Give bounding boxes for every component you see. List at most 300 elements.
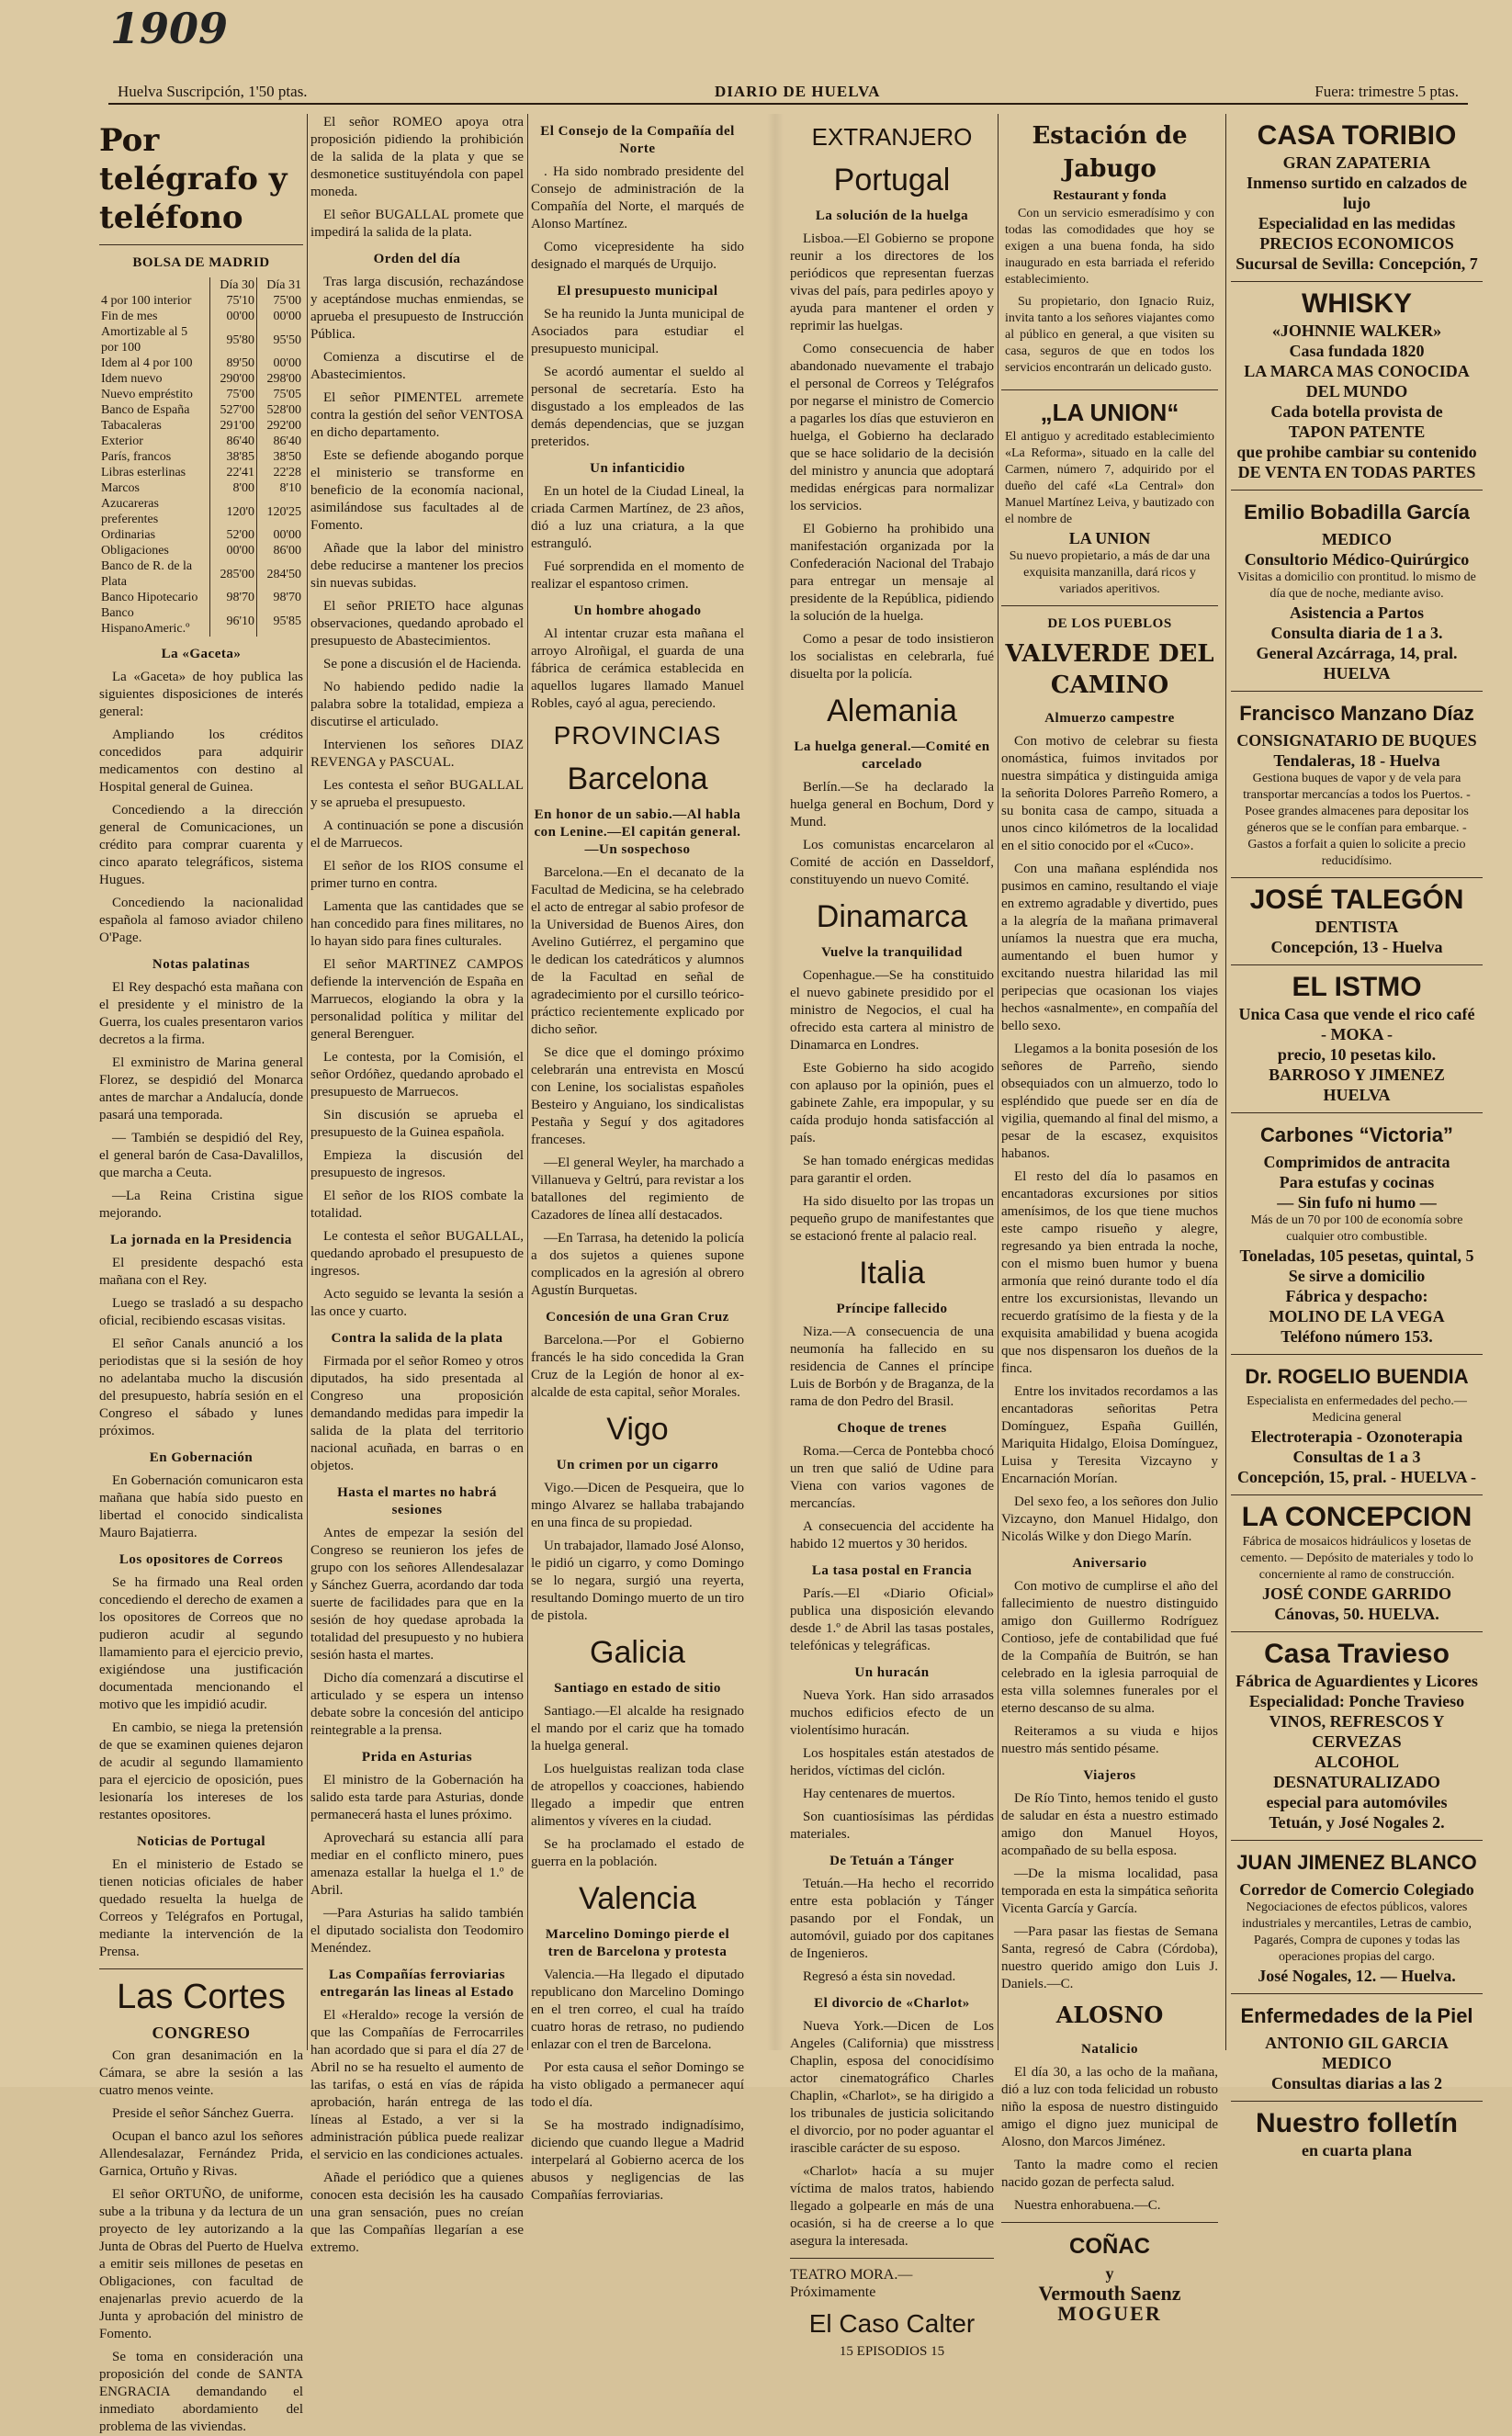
table-cell: 120'0: [210, 496, 257, 527]
article-body: [531, 164, 744, 274]
table-cell: 528'00: [257, 402, 304, 418]
paragraph: Luego se trasladó a su despacho oficial, recibiendo escasas visitas.: [99, 1296, 303, 1328]
table-cell: Idem al 4 por 100: [101, 356, 193, 370]
paragraph: —La Reina Cristina sigue mejorando.: [99, 1189, 303, 1221]
paragraph: Comienza a discutirse el de Abastecimientos.: [310, 350, 524, 382]
headline: La solución de la huelga: [815, 209, 969, 223]
headline: Los opositores de Correos: [118, 1552, 284, 1567]
headline: Santiago en estado de sitio: [554, 1681, 721, 1696]
headline: Aniversario: [1072, 1556, 1147, 1571]
table-row: [99, 418, 303, 434]
ad-body: Su nuevo propietario, a más de dar una exquisita manzanilla, dará ricos y variados aperitivos.: [1009, 549, 1211, 596]
table-row: [99, 496, 303, 527]
paragraph: Los comunistas encarcelaron al Comité de acción en Dasseldorf, constituyendo un nuevo Comité.: [790, 838, 994, 887]
ad-talegon: [1231, 878, 1483, 965]
article-body: [99, 979, 303, 1223]
paragraph: Barcelona.—Por el Gobierno francés le ha sido concedida la Gran Cruz de la Legión de honor al ex-alcalde de esta capital, señor Morales.: [531, 1333, 744, 1400]
paragraph: Concediendo la nacionalidad española al famoso aviador chileno O'Page.: [99, 896, 303, 945]
table-cell: 8'00: [210, 480, 257, 496]
ad-title: LA CONCEPCION: [1241, 1502, 1473, 1532]
ad-line: HUELVA: [1323, 1086, 1391, 1104]
country-title: Dinamarca: [816, 899, 968, 934]
table-cell: Banco Hipotecario: [101, 591, 198, 604]
paragraph: Como consecuencia de haber abandonado nuevamente el trabajo el personal de Correos y Telégrafos por negarse el ministro de Comercio a pagarles los días que estuvieron en huelga, el Gobierno ha declarado que se hace solidario de la decisión del ministro y anuncia que adoptará medidas enérgicas para normalizar los servicios.: [790, 342, 994, 513]
headline: Prida en Asturias: [361, 1750, 473, 1765]
ad-folletin: [1231, 2102, 1483, 2168]
headline: Noticias de Portugal: [137, 1834, 265, 1849]
paragraph: Nuestra enhorabuena.—C.: [1014, 2198, 1161, 2213]
film-title: El Caso Calter: [808, 2309, 976, 2338]
ad-line: Fábrica de mosaicos hidráulicos y losetas de cemento. — Depósito de materiales y todo lo concerniente al ramo de construcción.: [1240, 1535, 1473, 1582]
table-row: [99, 402, 303, 418]
table-cell: 22'28: [257, 465, 304, 480]
headline: Un crimen por un cigarro: [556, 1458, 719, 1472]
ad-title: Francisco Manzano Díaz: [1239, 702, 1474, 725]
table-cell: 291'00: [210, 418, 257, 434]
headline: Vuelve la tranquilidad: [821, 945, 963, 960]
ad-line: Consultas de 1 a 3: [1292, 1448, 1421, 1466]
article-body: [790, 231, 994, 683]
table-row: [99, 434, 303, 449]
article-body: [99, 1255, 303, 1440]
paragraph: En el ministerio de Estado se tienen noticias oficiales de haber quedado resuelta la huelga de Correos y Telégrafos en Portugal, mediante la intervención de la Prensa.: [99, 1857, 303, 1959]
paragraph: El día 30, a las ocho de la mañana, dió a luz con toda felicidad un robusto niño la esposa de nuestro distinguido amigo el digno juez municipal de Alosno, don Marcos Jiménez.: [1001, 2065, 1218, 2149]
article-body: [531, 1332, 744, 1402]
ad-line: Toneladas, 105 pesetas, quintal, 5: [1239, 1246, 1474, 1265]
ad-title: COÑAC: [1069, 2234, 1150, 2259]
table-cell: Amortizable al 5 por 100: [101, 325, 188, 355]
ad-line: que prohibe cambiar su contenido: [1236, 443, 1477, 461]
paragraph: En cambio, se niega la pretensión de que se examinen quienes dejaron de acudir al segundo llamamiento para el ejercicio de oposición, pues lesionaría los intereses de los restantes opositores.: [99, 1720, 303, 1822]
table-cell: 120'25: [257, 496, 304, 527]
table-cell: 75'10: [210, 293, 257, 309]
ad-line: Tetuán, y José Nogales 2.: [1269, 1813, 1445, 1832]
column-rule: [998, 114, 999, 2050]
ad-title: Dr. ROGELIO BUENDIA: [1245, 1365, 1469, 1388]
paragraph: Se han tomado enérgicas medidas para garantir el orden.: [790, 1154, 994, 1186]
ad-jimenez-blanco: [1231, 1841, 1483, 1994]
table-row: [99, 590, 303, 605]
town-title: VALVERDE DEL CAMINO: [1005, 640, 1214, 699]
paragraph: Roma.—Cerca de Pontebba chocó un tren que salió de Udine para Viena con varios vagones de mercancías.: [790, 1444, 994, 1511]
table-cell: 8'10: [257, 480, 304, 496]
subscription-local: Huelva Suscripción, 1'50 ptas.: [118, 83, 308, 100]
ad-line: «JOHNNIE WALKER»: [1271, 321, 1442, 340]
table-cell: 95'50: [257, 324, 304, 355]
ad-line: Inmenso surtido en calzados de lujo: [1246, 174, 1468, 212]
table-row: [99, 324, 303, 355]
country-title: Portugal: [833, 163, 951, 197]
ad-line: TAPON PATENTE: [1288, 423, 1426, 441]
cortes-title: Las Cortes: [117, 1978, 286, 2016]
headline: Choque de trenes: [837, 1421, 947, 1436]
paragraph: — También se despidió del Rey, el general barón de Casa-Davalillos, que marcha a Ceuta.: [99, 1131, 303, 1180]
table-cell: 290'00: [210, 371, 257, 387]
paragraph: Acto seguido se levanta la sesión a las once y cuarto.: [310, 1287, 524, 1319]
article-body: [531, 626, 744, 713]
article-body: [790, 1324, 994, 1411]
table-cell: 86'40: [210, 434, 257, 449]
ad-line: DENTISTA: [1315, 918, 1399, 936]
ad-line: ALCOHOL DESNATURALIZADO: [1273, 1753, 1440, 1791]
paragraph: Tras larga discusión, rechazándose y aceptándose muchas enmiendas, se aprueba el presupuesto de Instrucción Pública.: [310, 275, 524, 342]
article-body: [790, 1876, 994, 1986]
ad-manzano: [1231, 692, 1483, 878]
congreso-title: CONGRESO: [152, 2024, 251, 2042]
table-row: [99, 293, 303, 309]
table-row: [99, 309, 303, 324]
table-row: [99, 387, 303, 402]
table-cell: Banco HispanoAmeric.º: [101, 606, 190, 636]
ad-line: Negociaciones de efectos públicos, valores industriales y mercantiles, Letras de cambio, Pagarés, Compra de cupones y todas las operaciones propias del cargo.: [1242, 1900, 1472, 1964]
headline: La huelga general.—Comité en carcelado: [794, 739, 990, 772]
paragraph: Fué sorprendida en el momento de realizar el espantoso crimen.: [531, 559, 744, 592]
ad-conac: [1001, 2230, 1218, 2324]
page-fold: [767, 114, 784, 2050]
headline: La «Gaceta»: [161, 647, 242, 661]
paragraph: De Río Tinto, hemos tenido el gusto de saludar en ésta a nuestro estimado amigo don Manuel Hoyos, acompañado de su bella esposa.: [1001, 1791, 1218, 1858]
article-body: [310, 1772, 524, 1957]
paragraph: El Rey despachó esta mañana con el presidente y el ministro de la Guerra, los cuales presentaron varios decretos a la firma.: [99, 980, 303, 1047]
paragraph: Intervienen los señores DIAZ REVENGA y PASCUAL.: [310, 738, 524, 770]
table-cell: 86'00: [257, 543, 304, 558]
ad-subtitle: Restaurant y fonda: [1053, 188, 1167, 203]
article-body: [790, 967, 994, 1246]
article-body: [1001, 2064, 1218, 2215]
table-cell: 86'40: [257, 434, 304, 449]
headline: El presupuesto municipal: [557, 284, 718, 299]
table-cell: 285'00: [210, 558, 257, 590]
paragraph: En Gobernación comunicaron esta mañana que había sido puesto en libertad el conocido sindicalista Mauro Bajatierra.: [99, 1473, 303, 1540]
ad-line: Más de un 70 por 100 de economía sobre cualquier otro combustible.: [1250, 1213, 1463, 1244]
town-title: ALOSNO: [1055, 2002, 1164, 2028]
paragraph: Con un servicio esmeradísimo y con todas las comodidades que hoy se exigen a una buena fonda, ha sido inaugurado en esta barriada el referido establecimiento.: [1005, 207, 1214, 287]
paragraph: Al intentar cruzar esta mañana el arroyo Alroñigal, el guarda de una fábrica de cerámica establecida en aquellos lugares llamado Manuel Robles, cayó al agua, pereciendo.: [531, 626, 744, 711]
paragraph: Como a pesar de todo insistieron los socialistas en celebrarla, fué disuelta por la policía.: [790, 632, 994, 682]
handwritten-note: 1909: [110, 4, 229, 53]
headline: Las Compañías ferroviarias entregarán las lineas al Estado: [320, 1968, 514, 2000]
paragraph: Le contesta el señor BUGALLAL, quedando aprobado el presupuesto de ingresos.: [310, 1229, 524, 1279]
ad-line: ANTONIO GIL GARCIA: [1265, 2034, 1449, 2052]
subscription-outside: Fuera: trimestre 5 ptas.: [1315, 83, 1459, 100]
paragraph: El señor ORTUÑO, de uniforme, sube a la tribuna y da lectura de un proyecto de ley autorizando a la Junta de Obras del Puerto de Huelva a emitir seis millones de pesetas en Obligaciones, con facultad de enajenarlas previo acuerdo de la Junta y aprobación del ministro de Fomento.: [99, 2187, 303, 2341]
paragraph: Se ha firmado una Real orden concediendo el derecho de examen a los opositores de Correos que no pudieron acudir al segundo llamamiento para el ejercicio previo, exigiéndose una justificación documentada mencionando el motivo que les impidió acudir.: [99, 1575, 303, 1712]
table-cell: 95'80: [210, 324, 257, 355]
paragraph: Nueva York.—Dicen de Los Angeles (California) que misstress Chaplin, esposa del conocidísimo actor cinematográfico Charles Chaplin, «Charlot», se ha dirigido a los tribunales de justicia solicitando el divorcio, por no poder aguantar el irascible carácter de su esposo.: [790, 2019, 994, 2156]
paragraph: Del sexo feo, a los señores don Julio Vizcayno, don Manuel Hidalgo, don Nicolás Wilke y don Diego Marín.: [1001, 1494, 1218, 1544]
paragraph: —De la misma localidad, pasa temporada en esta la simpática señorita Vicenta García y García.: [1001, 1866, 1218, 1916]
paragraph: Con una mañana espléndida nos pusimos en camino, resultando el viaje en extremo agradable y divertido, pues a la alegría de la mañana primaveral uníamos la nuestra que era mucha, aumentando el buen humor y excitando nuestra hilaridad las mil peripecias que ocasionan los viajes hechos «asnalmente», en compañía del bello sexo.: [1001, 862, 1218, 1033]
ad-body: El antiguo y acreditado establecimiento «La Reforma», situado en la calle del Carmen, número 7, adquirido por el dueño del café «La Central» don Manuel Martínez Leiva, y bautizado con el nombre de: [1005, 430, 1214, 526]
table-cell: 89'50: [210, 355, 257, 371]
table-header-cell: Día 30: [210, 277, 257, 293]
paragraph: Con gran desanimación en la Cámara, se abre la sesión a las cuatro menos veinte.: [99, 2048, 303, 2098]
table-cell: 38'50: [257, 449, 304, 465]
table-cell: Fin de mes: [101, 310, 158, 323]
table-cell: Idem nuevo: [101, 372, 163, 386]
headline: Natalicio: [1081, 2042, 1138, 2057]
masthead-bar: [108, 83, 1468, 105]
paragraph: Un trabajador, llamado José Alonso, le pidió un cigarro, y como Domingo se lo negara, surgió una reyerta, resultando Domingo muerto de un tiro de pistola.: [531, 1539, 744, 1623]
ad-title: WHISKY: [1302, 288, 1412, 319]
paragraph: Santiago.—El alcalde ha resignado el mando por el cariz que ha tomado la huelga general.: [531, 1704, 744, 1754]
table-cell: Ordinarias: [101, 528, 156, 542]
article-body: [310, 1353, 524, 1475]
paragraph: Llegamos a la bonita posesión de los señores de Parreño, siendo obsequiados con un almuerzo, todo lo espléndido que puede ser en día de vigilia, quemando al final del mismo, a pesar de la escasez, exquisitos habanos.: [1001, 1042, 1218, 1161]
paragraph: En un hotel de la Ciudad Lineal, la criada Carmen Martínez, de 23 años, dió a luz una criatura, a la que estranguló.: [531, 484, 744, 551]
headline: De Tetuán a Tánger: [829, 1854, 954, 1868]
ad-line: PRECIOS ECONOMICOS: [1259, 234, 1454, 253]
ad-line: Comprimidos de antracita: [1263, 1153, 1450, 1171]
paragraph: Se ha proclamado el estado de guerra en la población.: [531, 1837, 744, 1869]
ad-line: especial para automóviles: [1266, 1793, 1448, 1811]
ad-line: BARROSO Y JIMENEZ: [1269, 1066, 1445, 1084]
paragraph: Ocupan el banco azul los señores Allendesalazar, Fernández Prida, Garnica, Ortuño y Rivas.: [99, 2129, 303, 2179]
paragraph: El presidente despachó esta mañana con el Rey.: [99, 1256, 303, 1288]
column-rule: [527, 114, 528, 2050]
article-body: [531, 1480, 744, 1625]
headline: En honor de un sabio.—Al habla con Lenine.—El capitán general.—Un sospechoso: [534, 807, 741, 857]
ad-title: JOSÉ TALEGÓN: [1249, 885, 1464, 915]
paragraph: Berlín.—Se ha declarado la huelga general en Bochum, Dord y Mund.: [790, 780, 994, 829]
table-row: [99, 371, 303, 387]
paragraph: —El general Weyler, ha marchado a Villanueva y Geltrú, para revistar a los batallones del regimiento de Cazadores de línea allí destacados.: [531, 1156, 744, 1223]
ad-title: Emilio Bobadilla García: [1244, 501, 1470, 524]
theatre-notice: TEATRO MORA.—Próximamente: [790, 2267, 913, 2300]
ad-line: - MOKA -: [1321, 1025, 1393, 1043]
ad-line: General Azcárraga, 14, pral. HUELVA: [1256, 644, 1458, 682]
table-cell: 00'00: [257, 309, 304, 324]
article-body: [99, 669, 303, 947]
paragraph: Sin discusión se aprueba el presupuesto de la Guinea española.: [310, 1108, 524, 1140]
ad-line: Consultas diarias a las 2: [1270, 2074, 1443, 2092]
table-cell: 298'00: [257, 371, 304, 387]
headline: El divorcio de «Charlot»: [814, 1996, 970, 2011]
ad-line: Cada botella provista de: [1270, 402, 1443, 421]
table-cell: Banco de España: [101, 403, 190, 417]
paragraph: Se ha mostrado indignadísimo, diciendo que cuando llegue a Madrid interpelará al Gobierno acerca de los abusos y negligencias de las Compañías ferroviarias.: [531, 2118, 744, 2203]
country-title: Alemania: [827, 694, 957, 728]
ad-line: Fábrica de Aguardientes y Licores: [1236, 1672, 1478, 1690]
paragraph: El señor ROMEO apoya otra proposición pidiendo la prohibición de la salida de la plata y que se desmonetice sustituyéndola con papel moneda.: [310, 115, 524, 199]
paragraph: Los hospitales están atestados de heridos, víctimas del ciclón.: [790, 1746, 994, 1778]
ad-line: Tendaleras, 18 - Huelva: [1273, 751, 1440, 770]
ad-title: Enfermedades de la Piel: [1240, 2004, 1473, 2027]
city-title: Barcelona: [567, 761, 708, 796]
paragraph: A continuación se pone a discusión el de Marruecos.: [310, 818, 524, 851]
paragraph: Se toma en consideración una proposición del conde de SANTA ENGRACIA demandando el inmediato abordamiento del problema de las viviendas.: [99, 2350, 303, 2434]
table-header-cell: [99, 277, 210, 293]
ad-line: DE VENTA EN TODAS PARTES: [1237, 463, 1476, 481]
ad-buendia: [1231, 1355, 1483, 1495]
paragraph: Entre los invitados recordamos a las encantadoras señoritas Petra Domínguez, España Guillén, Mariquita Hidalgo, Eloisa Domínguez, Luisa y Teresita Vizcayno y Encarnación Morían.: [1001, 1384, 1218, 1486]
ad-line: Electroterapia - Ozonoterapia: [1250, 1427, 1463, 1446]
headline: Almuerzo campestre: [1044, 711, 1175, 726]
headline: Marcelino Domingo pierde el tren de Barcelona y protesta: [545, 1927, 730, 1959]
ad-la-union: [1001, 390, 1218, 606]
ad-concepcion: [1231, 1495, 1483, 1632]
article-body: [1001, 733, 1218, 1546]
ad-title: Carbones “Victoria”: [1260, 1123, 1453, 1146]
ad-line: Vermouth Saenz: [1038, 2282, 1181, 2305]
table-cell: 52'00: [210, 527, 257, 543]
table-cell: 00'00: [210, 309, 257, 324]
headline: Contra la salida de la plata: [331, 1331, 503, 1346]
article-body: [790, 1585, 994, 1655]
article-body: [1001, 1790, 1218, 1993]
table-cell: Nuevo empréstito: [101, 388, 193, 401]
paragraph: —Para pasar las fiestas de Semana Santa, regresó de Cabra (Córdoba), nuestro querido amigo don Luis J. Daniels.—C.: [1001, 1924, 1218, 1991]
table-cell: 75'05: [257, 387, 304, 402]
ad-line: CONSIGNATARIO DE BUQUES: [1236, 731, 1477, 750]
column-3: [531, 114, 744, 2203]
paragraph: Les contesta el señor BUGALLAL y se aprueba el presupuesto.: [310, 778, 524, 810]
column-4: [790, 114, 994, 2359]
paragraph: Hay centenares de muertos.: [803, 1787, 955, 1801]
paragraph: El Gobierno ha prohibido una manifestación organizada por la Confederación Nacional del Trabajo para entregar un mensaje al presidente de la República, pidiendo la solución de la huelga.: [790, 522, 994, 624]
paragraph: Vigo.—Dicen de Pesqueira, que lo mingo Alvarez se hallaba trabajando en una finca de su propiedad.: [531, 1481, 744, 1530]
article-body: [1001, 1578, 1218, 1758]
column-6-ads: [1231, 114, 1483, 2160]
ad-line: y: [1105, 2264, 1114, 2283]
paragraph: Dicho día comenzará a discutirse el articulado y se espera un intenso debate sobre la concesión del anticipo reintegrable a la prensa.: [310, 1671, 524, 1738]
city-title: Vigo: [606, 1412, 669, 1447]
paragraph: Preside el señor Sánchez Guerra.: [112, 2106, 294, 2121]
paragraph: A consecuencia del accidente ha habido 12 muertos y 30 heridos.: [790, 1519, 994, 1551]
ad-line: Cánovas, 50. HUELVA.: [1274, 1605, 1439, 1623]
section-title: Por telégrafo y teléfono: [99, 122, 288, 236]
ad-whisky: [1231, 282, 1483, 491]
paragraph: Por esta causa el señor Domingo se ha visto obligado a permanecer aquí todo el día.: [531, 2060, 744, 2110]
ad-piel: [1231, 1994, 1483, 2102]
paragraph: El señor PRIETO hace algunas observaciones, quedando aprobado el presupuesto de Abastecimientos.: [310, 599, 524, 648]
table-row: [99, 480, 303, 496]
column-5: [1001, 114, 1218, 2325]
article-body: [531, 1967, 744, 2205]
article-body: [531, 864, 744, 1300]
city-title: Valencia: [579, 1881, 696, 1916]
headline: Viajeros: [1083, 1768, 1136, 1783]
table-cell: 75'00: [257, 293, 304, 309]
paragraph: Con motivo de cumplirse el año del fallecimiento de nuestro distinguido amigo don Guillermo Rodríguez Contioso, jefe de contabilidad que fué de la Compañía de Buitrón, se han celebrado en la iglesia parroquial de esta villa solemnes funerales por el eterno descanso de su alma.: [1001, 1579, 1218, 1716]
paragraph: El señor de los RIOS combate la totalidad.: [310, 1189, 524, 1221]
ad-line: Consulta diaria de 1 a 3.: [1270, 624, 1443, 642]
newspaper-name: DIARIO DE HUELVA: [715, 83, 881, 100]
paragraph: Este Gobierno ha sido acogido con aplauso por la opinión, pues el gabinete Zahle, era impopular, y su caída produjo honda satisfacción al país.: [790, 1061, 994, 1145]
episodes-note: 15 EPISODIOS 15: [839, 2344, 945, 2359]
table-cell: Marcos: [101, 481, 140, 495]
extranjero-title: EXTRANJERO: [811, 123, 973, 151]
table-row: [99, 605, 303, 637]
article-body: [99, 1856, 303, 1961]
table-cell: París, francos: [101, 450, 172, 464]
city-title: Galicia: [590, 1635, 685, 1670]
ad-line: Casa fundada 1820: [1289, 342, 1425, 360]
ad-line: Especialista en enfermedades del pecho.—Medicina general: [1247, 1394, 1467, 1425]
ad-line: JOSÉ CONDE GARRIDO: [1261, 1585, 1452, 1603]
table-cell: 527'00: [210, 402, 257, 418]
paragraph: El ministro de la Gobernación ha salido esta tarde para Asturias, donde permanecerá hasta el lunes próximo.: [310, 1773, 524, 1822]
paragraph: Su propietario, don Ignacio Ruiz, invita tanto a los señores viajantes como al público en general, a que visiten su casa, seguros de que en todos los servicios encontrarán un delicado gusto.: [1005, 295, 1214, 375]
ad-casa-toribio: [1231, 114, 1483, 282]
paragraph: Se dice que el domingo próximo celebrarán una entrevista en Moscú con Lenine, los socialistas españoles Besteiro y Anguiano, los sindicalistas Pestaña y Seguí y dos agitadores franceses.: [531, 1045, 744, 1147]
bolsa-body: [99, 293, 303, 637]
table-cell: 75'00: [210, 387, 257, 402]
table-cell: 292'00: [257, 418, 304, 434]
ad-line: Sucursal de Sevilla: Concepción, 7: [1236, 254, 1478, 273]
ad-title: Estación de Jabugo: [1032, 122, 1188, 183]
paragraph: Añade el periódico que a quienes conocen esta decisión les ha causado una gran sensación, pues no creían que las Compañías llegarían a ese extremo.: [310, 2171, 524, 2255]
ad-line: Para estufas y cocinas: [1279, 1173, 1435, 1191]
ad-line: Fábrica y despacho:: [1285, 1287, 1428, 1305]
article-body: [310, 274, 524, 1321]
paragraph: El exministro de Marina general Florez, se despidió del Monarca antes de marchar a Andalucía, donde pasará una temporada.: [99, 1055, 303, 1122]
paragraph: Lisboa.—El Gobierno se propone reunir a los directores de los periódicos que representan fuerzas vivas del país, para pedirles apoyo y ayuda para mantener el orden y reprimir las huelgas.: [790, 231, 994, 333]
paragraph: Valencia.—Ha llegado el diputado republicano don Marcelino Domingo en el tren correo, el cual ha traído cuatro horas de retraso, no pudiendo enlazar con el tren de Barcelona.: [531, 1968, 744, 2052]
paragraph: Nueva York. Han sido arrasados muchos edificios efecto de un violentísimo huracán.: [790, 1688, 994, 1738]
ad-line: GRAN ZAPATERIA: [1282, 153, 1431, 172]
table-cell: Tabacaleras: [101, 419, 162, 433]
ad-name: LA UNION: [1068, 529, 1151, 547]
ad-line: Asistencia a Partos: [1290, 603, 1424, 622]
column-rule: [307, 114, 308, 2050]
headline: El Consejo de la Compañía del Norte: [540, 124, 735, 156]
paragraph: Copenhague.—Se ha constituido el nuevo gabinete presidido por el ministro de Negocios, el cual ha ofrecido esta cartera al ministro de Dinamarca en Londres.: [790, 968, 994, 1053]
table-cell: 22'41: [210, 465, 257, 480]
paragraph: París.—El «Diario Oficial» publica una disposición elevando desde 1.º de Abril las tasas postales, telefónicas y telegráficas.: [790, 1586, 994, 1653]
ad-line: VINOS, REFRESCOS Y CERVEZAS: [1269, 1712, 1445, 1751]
ad-line: Visitas a domicilio con prontitud. lo mismo de día que de noche, mediante aviso.: [1237, 570, 1476, 601]
headline: Hasta el martes no habrá sesiones: [337, 1485, 497, 1517]
section-title: DE LOS PUEBLOS: [1047, 616, 1172, 631]
paragraph: El señor BUGALLAL promete que impedirá la salida de la plata.: [310, 208, 524, 240]
paragraph: —Para Asturias ha salido también el diputado socialista don Teodomiro Menéndez.: [310, 1906, 524, 1956]
ad-travieso: [1231, 1632, 1483, 1841]
ad-carbones: [1231, 1113, 1483, 1355]
paragraph: No habiendo pedido nadie la palabra sobre la totalidad, empieza a discutirse el articulado.: [310, 680, 524, 729]
paragraph: Este se defiende abogando porque el ministerio se transforme en beneficio de la economía nacional, asimilándose sus facultades al de Fomento.: [310, 448, 524, 533]
paragraph: Niza.—A consecuencia de una neumonía ha fallecido en su residencia de Cannes el príncipe Luis de Borbón y de Braganza, de la rama de don Pedro del Brasil.: [790, 1325, 994, 1409]
paragraph: Ampliando los créditos concedidos para adquirir medicamentos con destino al Hospital general de Guinea.: [99, 727, 303, 795]
article-body: [99, 1574, 303, 1824]
paragraph: El resto del día lo pasamos en encantadoras excursiones por sitios amenísimos, de los que tiene muchos este campo risueño y alegre, regresando ya bien entrada la noche, con el mismo buen humor y buena armonía que reinó durante todo el día entre los excursionistas, llevando un recuerdo gratísimo de la fiesta y de la exquisita amabilidad y buena acogida que nos dispensaron los dueños de la finca.: [1001, 1169, 1218, 1376]
ad-line: — Sin fufo ni humo —: [1277, 1193, 1437, 1212]
ad-line: Unica Casa que vende el rico café: [1238, 1005, 1475, 1023]
paragraph: Tanto la madre como el recien nacido gozan de perfecta salud.: [1001, 2158, 1218, 2190]
table-row: [99, 449, 303, 465]
ad-line: MEDICO: [1322, 530, 1392, 548]
column-rule: [1225, 114, 1226, 2050]
headline: La tasa postal en Francia: [811, 1563, 973, 1578]
ad-body: [1005, 206, 1214, 377]
article-body: [99, 1472, 303, 1542]
headline: Orden del día: [373, 252, 461, 266]
table-row: [99, 465, 303, 480]
table-cell: 00'00: [210, 543, 257, 558]
ad-line: LA MARCA MAS CONOCIDA DEL MUNDO: [1244, 362, 1470, 400]
ad-title: CASA TORIBIO: [1257, 120, 1457, 151]
ad-line: Especialidad: Ponche Travieso: [1248, 1692, 1465, 1710]
paragraph: El «Heraldo» recoge la versión de que las Compañías de Ferrocarriles han acordado que si para el día 27 de Abril no se ha resuelto el aumento de las tarifas, o está en vías de rápida aprobación, harán entrega de las líneas al Estado, a ver si la administración pública puede realizar el servicio en las condiciones actuales.: [310, 2008, 524, 2162]
ad-line: José Nogales, 12. — Huelva.: [1258, 1967, 1456, 1985]
headline: Un infanticidio: [590, 461, 685, 476]
paragraph: —En Tarrasa, ha detenido la policía a dos sujetos a quienes supone complicados en la agresión al obrero Agustín Burquetas.: [531, 1231, 744, 1298]
table-cell: 98'70: [257, 590, 304, 605]
table-row: [99, 355, 303, 371]
headline: Un huracán: [854, 1665, 930, 1680]
article-body: [310, 2007, 524, 2257]
paragraph: La «Gaceta» de hoy publica las siguientes disposiciones de interés general:: [99, 670, 303, 719]
